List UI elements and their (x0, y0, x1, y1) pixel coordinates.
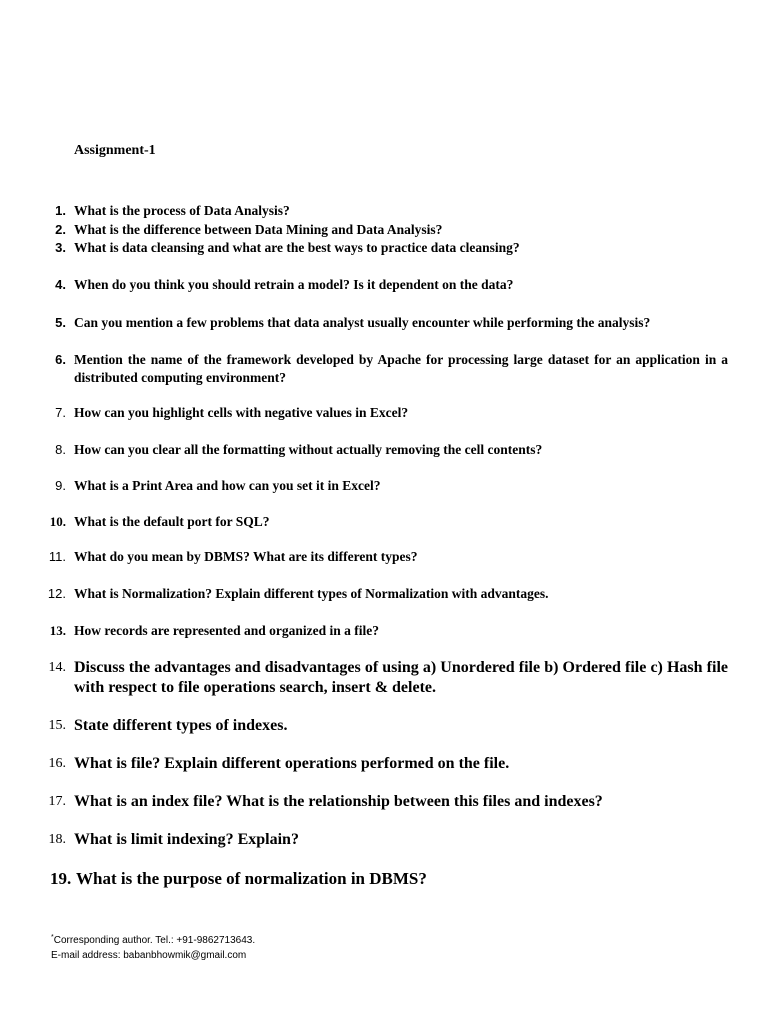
question-number: 16. (48, 756, 66, 771)
footnote (51, 930, 255, 963)
question-text: What is data cleansing and what are the best ways to practice data cleansing? (74, 240, 520, 255)
question-number: 2. (55, 222, 66, 237)
question-text: What is the difference between Data Mining and Data Analysis? (74, 222, 443, 237)
email-address-text: E-mail address: babanbhowmik@gmail.com (51, 950, 247, 961)
question-text: Mention the name of the framework developed by Apache for processing large dataset for an application in a distributed computing environment? (74, 352, 728, 385)
question-text: What is the process of Data Analysis? (74, 203, 290, 218)
question-text: What is limit indexing? Explain? (74, 831, 299, 848)
question-number: 14. (48, 660, 66, 675)
question-number: 15. (48, 718, 66, 733)
corresponding-author-text: Corresponding author. Tel.: +91-9862713643. (53, 935, 256, 946)
assignment-title: Assignment-1 (74, 143, 156, 158)
question-number: 17. (48, 794, 66, 809)
question-text: What is Normalization? Explain different types of Normalization with advantages. (74, 586, 549, 601)
question-number: 6. (55, 352, 66, 367)
question-text: What is a Print Area and how can you set it in Excel? (74, 478, 381, 493)
question-text: Can you mention a few problems that data analyst usually encounter while performing the analysis? (74, 315, 651, 330)
question-number: 19. (50, 869, 72, 888)
question-text: When do you think you should retrain a model? Is it dependent on the data? (74, 277, 514, 292)
question-text: What is an index file? What is the relationship between this files and indexes? (74, 793, 603, 810)
question-text: Discuss the advantages and disadvantages of using a) Unordered file b) Ordered file c) Hash file with respect to file operations search, insert & delete. (74, 659, 728, 696)
question-number: 4. (55, 277, 66, 292)
question-number: 1. (55, 203, 66, 218)
question-number: 13. (49, 623, 66, 638)
footnote-marker: * (51, 934, 54, 941)
footnote-line-1 (51, 930, 255, 948)
question-number: 3. (55, 240, 66, 255)
question-text: How can you highlight cells with negative values in Excel? (74, 405, 409, 420)
question-text: How can you clear all the formatting without actually removing the cell contents? (74, 442, 543, 457)
question-number: 11. (48, 549, 66, 564)
question-text: State different types of indexes. (74, 717, 288, 734)
question-number: 8. (55, 442, 66, 457)
question-text: What is file? Explain different operations performed on the file. (74, 755, 510, 772)
question-text: What is the purpose of normalization in DBMS? (76, 869, 427, 888)
question-text: What is the default port for SQL? (74, 514, 270, 529)
question-number: 10. (49, 514, 66, 529)
question-text: How records are represented and organized in a file? (74, 623, 379, 638)
question-number: 18. (48, 832, 66, 847)
question-number: 12. (47, 586, 66, 601)
question-number: 9. (55, 478, 66, 493)
question-text: What do you mean by DBMS? What are its different types? (74, 549, 418, 564)
question-number: 7. (55, 405, 66, 420)
question-number: 5. (55, 315, 66, 330)
